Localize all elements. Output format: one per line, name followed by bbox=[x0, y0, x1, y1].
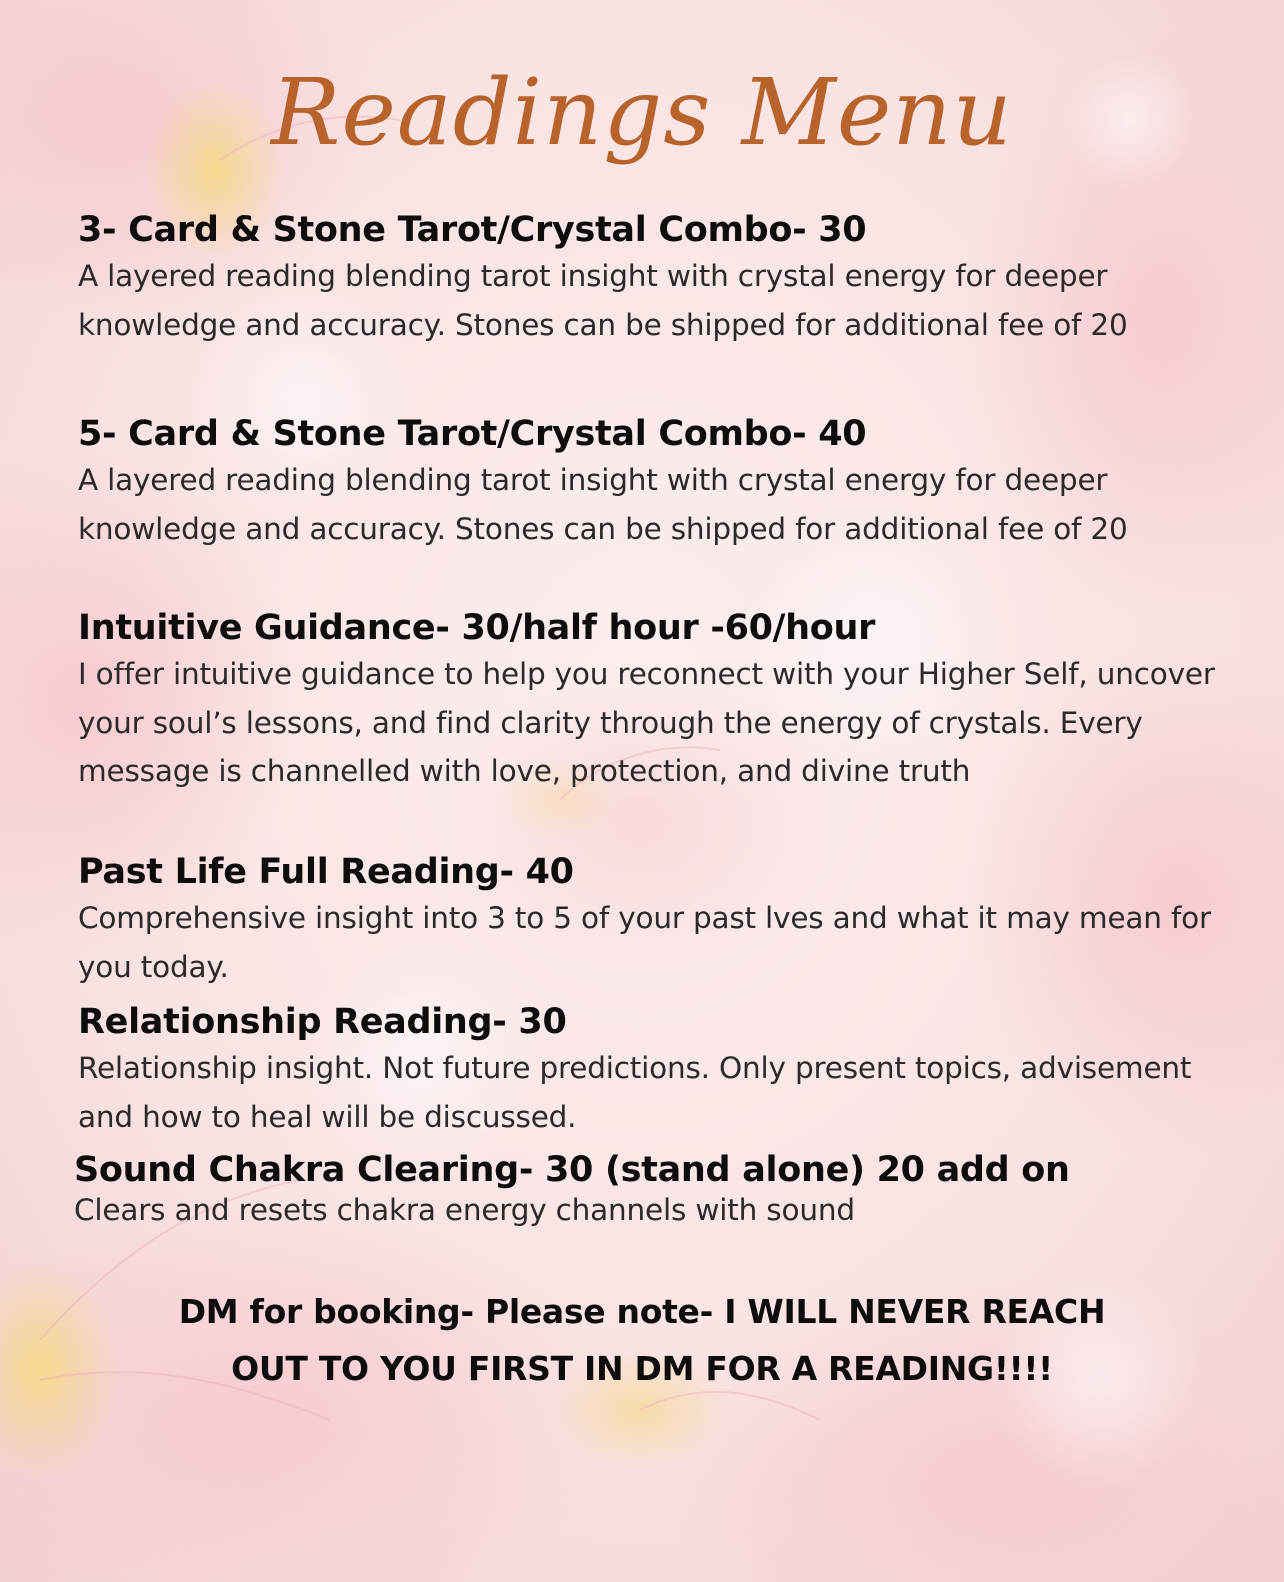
menu-item-sound-chakra bbox=[74, 1148, 1214, 1228]
booking-note-line-1: DM for booking- Please note- I WILL NEVER REACH bbox=[178, 1292, 1106, 1331]
menu-item-description: A layered reading blending tarot insight with crystal energy for deeper knowledge and accuracy. Stones can be shipped for additional fee of 20 bbox=[78, 463, 1128, 546]
menu-item-description: I offer intuitive guidance to help you reconnect with your Higher Self, uncover your soul’s lessons, and find clarity through the energy of crystals. Every message is channelled with love, protection, and divine truth bbox=[78, 657, 1215, 788]
menu-item-heading: Sound Chakra Clearing- 30 (stand alone) 20 add on bbox=[74, 1150, 1070, 1190]
menu-item-intuitive-guidance bbox=[78, 606, 1218, 796]
menu-item-heading: Intuitive Guidance- 30/half hour -60/hour bbox=[78, 608, 876, 648]
booking-note bbox=[60, 1283, 1224, 1397]
booking-note-line-2: OUT TO YOU FIRST IN DM FOR A READING!!!! bbox=[231, 1349, 1053, 1388]
menu-item-heading: 5- Card & Stone Tarot/Crystal Combo- 40 bbox=[78, 414, 867, 454]
menu-item-description: Clears and resets chakra energy channels with sound bbox=[74, 1193, 855, 1227]
menu-item-heading: Past Life Full Reading- 40 bbox=[78, 852, 574, 892]
menu-item-heading: Relationship Reading- 30 bbox=[78, 1002, 567, 1042]
menu-item-description: A layered reading blending tarot insight with crystal energy for deeper knowledge and accuracy. Stones can be shipped for additional fee of 20 bbox=[78, 259, 1128, 342]
page-title: Readings Menu bbox=[271, 59, 1013, 166]
menu-item-description: Comprehensive insight into 3 to 5 of your past lves and what it may mean for you today. bbox=[78, 901, 1211, 984]
menu-item-past-life bbox=[78, 850, 1218, 991]
menu-item-5-card-combo bbox=[78, 412, 1218, 553]
menu-item-3-card-combo bbox=[78, 208, 1218, 349]
menu-item-relationship bbox=[78, 1000, 1218, 1141]
menu-item-heading: 3- Card & Stone Tarot/Crystal Combo- 30 bbox=[78, 210, 867, 250]
menu-item-description: Relationship insight. Not future predictions. Only present topics, advisement and how to heal will be discussed. bbox=[78, 1051, 1192, 1134]
